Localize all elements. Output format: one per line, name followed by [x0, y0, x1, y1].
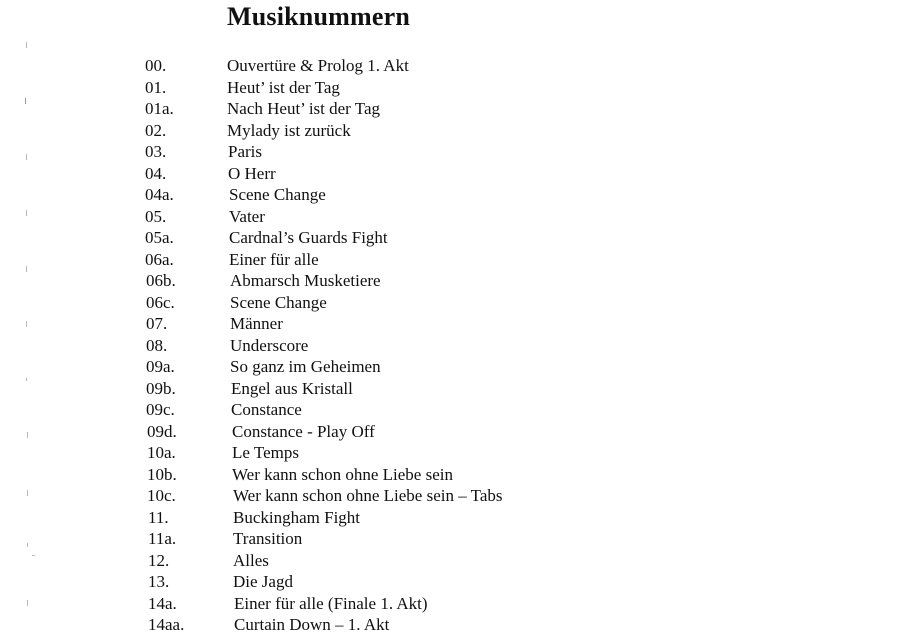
scan-margin-mark — [26, 266, 27, 272]
item-title: Mylady ist zurück — [227, 120, 351, 140]
item-number: 11. — [148, 507, 169, 527]
item-title: Alles — [233, 550, 269, 570]
item-number: 13. — [148, 572, 170, 591]
item-number: 05. — [145, 206, 167, 226]
scan-margin-mark — [32, 555, 35, 556]
item-title: Vater — [229, 206, 265, 226]
item-title: Ouvertüre & Prolog 1. Akt — [227, 56, 409, 75]
item-title: Einer für alle — [229, 249, 319, 269]
item-number: 09a. — [146, 357, 175, 376]
item-number: 09d. — [147, 421, 177, 441]
item-title: Männer — [230, 314, 283, 333]
item-title: Curtain Down – 1. Akt — [234, 615, 390, 634]
item-title: Constance - Play Off — [232, 421, 375, 441]
item-number: 08. — [146, 335, 168, 355]
item-number: 04. — [145, 163, 167, 183]
item-number: 10a. — [147, 443, 176, 462]
item-number: 05a. — [145, 228, 174, 247]
scan-margin-mark — [25, 98, 26, 104]
item-number: 01. — [145, 77, 167, 97]
scan-margin-mark — [27, 490, 28, 496]
item-title: So ganz im Geheimen — [230, 357, 381, 376]
item-number: 14aa. — [148, 615, 185, 634]
item-number: 02. — [145, 120, 167, 140]
item-title: Scene Change — [230, 292, 327, 312]
scan-margin-mark — [26, 321, 27, 327]
item-title: O Herr — [228, 163, 276, 183]
item-number: 04a. — [145, 185, 174, 204]
item-number: 10b. — [147, 464, 177, 484]
item-title: Wer kann schon ohne Liebe sein — [232, 464, 453, 484]
item-number: 00. — [145, 56, 167, 75]
item-number: 01a. — [145, 99, 174, 118]
scan-margin-mark — [27, 432, 28, 438]
item-number: 07. — [146, 314, 168, 333]
item-number: 06a. — [145, 249, 174, 269]
item-title: Einer für alle (Finale 1. Akt) — [234, 593, 428, 613]
item-number: 11a. — [148, 529, 177, 548]
item-title: Wer kann schon ohne Liebe sein – Tabs — [233, 486, 503, 505]
item-title: Le Temps — [232, 443, 299, 462]
item-number: 09b. — [146, 378, 176, 398]
page-title: Musiknummern — [227, 2, 410, 31]
item-title: Engel aus Kristall — [231, 378, 353, 398]
item-title: Die Jagd — [233, 572, 293, 591]
item-title: Cardnal’s Guards Fight — [229, 228, 388, 247]
item-title: Abmarsch Musketiere — [230, 271, 381, 290]
scan-margin-mark — [27, 600, 28, 606]
scan-margin-mark — [26, 154, 27, 160]
item-title: Buckingham Fight — [233, 507, 361, 527]
item-title: Paris — [228, 142, 262, 161]
item-title: Heut’ ist der Tag — [227, 77, 340, 97]
scan-margin-mark — [26, 42, 27, 48]
item-title: Underscore — [230, 335, 309, 355]
item-number: 12. — [148, 550, 170, 570]
item-number: 03. — [145, 142, 167, 161]
item-title: Nach Heut’ ist der Tag — [227, 99, 381, 118]
item-title: Constance — [231, 400, 302, 419]
scan-margin-mark — [26, 210, 27, 216]
item-number: 09c. — [146, 400, 175, 419]
item-number: 06b. — [146, 271, 176, 290]
item-number: 14a. — [148, 593, 177, 613]
scan-margin-mark — [26, 378, 27, 381]
scan-margin-mark — [27, 543, 28, 547]
item-title: Scene Change — [229, 185, 326, 204]
item-number: 10c. — [147, 486, 176, 505]
item-title: Transition — [233, 529, 303, 548]
item-number: 06c. — [146, 292, 175, 312]
